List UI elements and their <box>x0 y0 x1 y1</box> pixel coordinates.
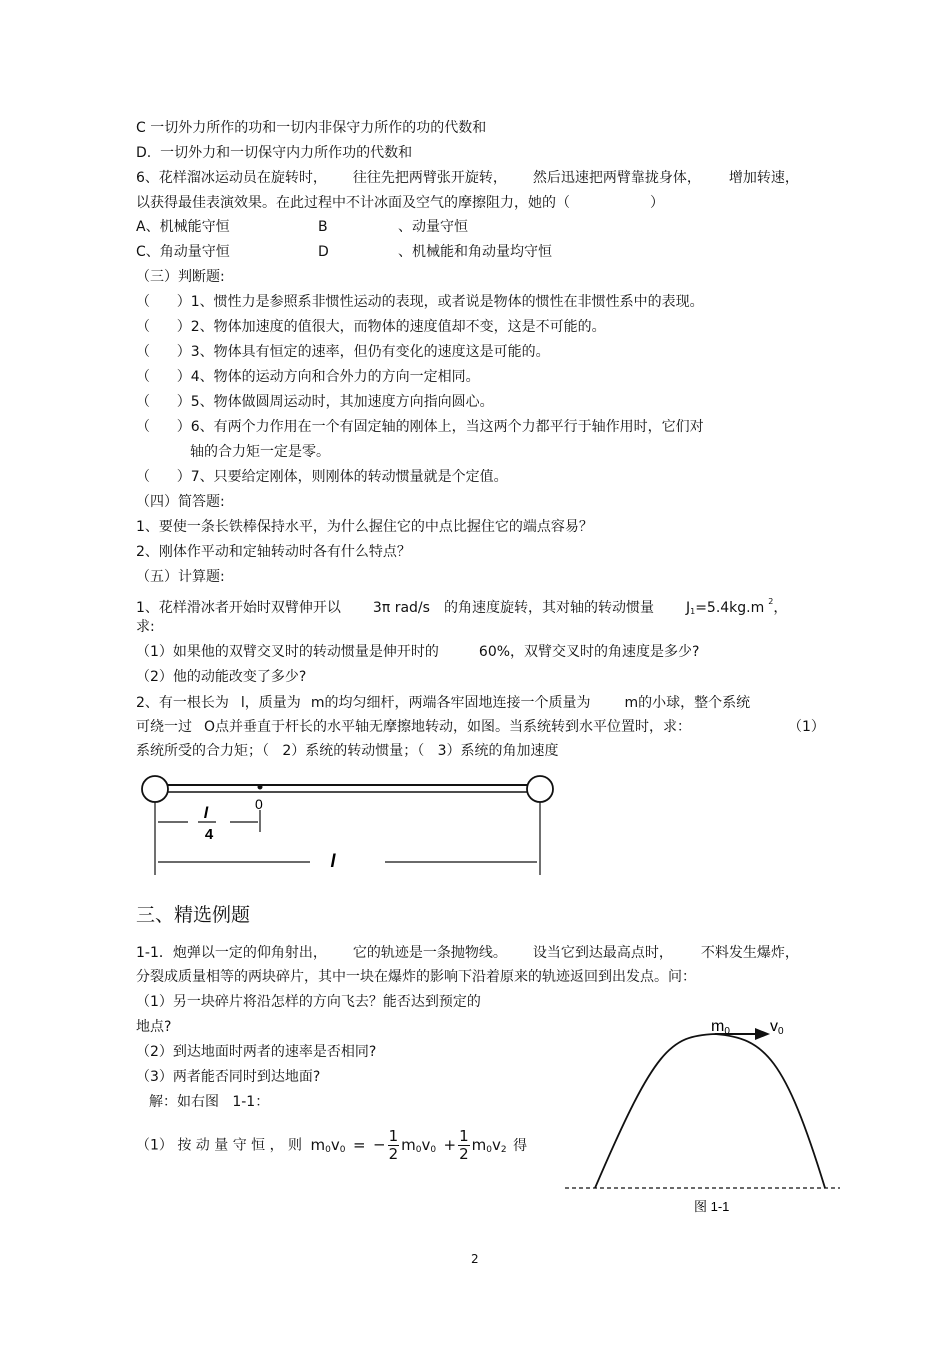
tf-heading: （三）判断题: <box>136 269 225 285</box>
right-ball <box>527 776 553 802</box>
example-line1: 1-1．炮弹以一定的仰角射出， 它的轨迹是一条抛物线。 设当它到达最高点时， 不料发生爆炸， <box>136 945 799 961</box>
calc-q2-line1: 2、有一根长为 l，质量为 m的均匀细杆，两端各牢固地连接一个质量为 m的小球，整个系统 <box>136 695 751 711</box>
sa-question-1: 1、要使一条长铁棒保持水平，为什么握住它的中点比握住它的端点容易？ <box>136 519 593 535</box>
calc-q1-line1: 1、花样滑冰者开始时双臂伸开以 3π rad/s 的角速度旋转，其对轴的转动惯量 J1=5.4kg.m $^2$， <box>136 597 788 616</box>
calc-q1-line2: 求: <box>136 619 155 635</box>
question-6-line1: 6、花样溜冰运动员在旋转时， 往往先把两臂张开旋转， 然后迅速把两臂靠拢身体， 增加转速， <box>136 170 799 186</box>
example-q1-cont: 地点? <box>136 1019 172 1035</box>
option-d: D. 一切外力和一切保守内力所作功的代数和 <box>136 145 413 161</box>
sa-heading: （四）简答题: <box>136 494 225 510</box>
option-6a: A、机械能守恒 <box>136 219 230 235</box>
example-q1: （1）另一块碎片将沿怎样的方向飞去？能否达到预定的 <box>136 994 481 1010</box>
page-number: 2 <box>471 1252 479 1266</box>
option-6b-letter: B <box>318 219 328 235</box>
velocity-label: v0 <box>770 1018 784 1037</box>
tf-item: （ ）5、物体做圆周运动时，其加速度方向指向圆心。 <box>136 394 494 410</box>
velocity-arrowhead <box>755 1028 770 1040</box>
rod-figure <box>130 770 570 880</box>
question-6-line2: 以获得最佳表演效果。在此过程中不计冰面及空气的摩擦阻力，她的（ ） <box>136 195 664 211</box>
quarter-numerator: l <box>203 805 209 822</box>
solution-intro: 解：如右图 1-1： <box>149 1094 270 1110</box>
mass-label: m0 <box>711 1018 730 1037</box>
calc-q2-line3: 系统所受的合力矩；（ 2）系统的转动惯量；（ 3）系统的角加速度 <box>136 743 559 759</box>
trajectory-curve <box>595 1034 825 1188</box>
tf-item: （ ）3、物体具有恒定的速率，但仍有变化的速度这是可能的。 <box>136 344 550 360</box>
momentum-equation: （1） 按 动 量 守 恒 ， 则 $m_0v_0$ = − $\frac{1}{2}$ $m_0v_0$ + $\frac{1}{2}$ $m_0v_2$ 得 <box>136 1127 528 1163</box>
calc-heading: （五）计算题: <box>136 569 225 585</box>
left-ball <box>142 776 168 802</box>
example-line2: 分裂成质量相等的两块碎片，其中一块在爆炸的影响下沿着原来的轨迹返回到出发点。问： <box>136 969 696 985</box>
calc-q2-line2-end: （1） <box>788 719 825 735</box>
option-6d-letter: D <box>318 244 329 260</box>
tf-item: （ ）1、惯性力是参照系非惯性运动的表现，或者说是物体的惯性在非惯性系中的表现。 <box>136 294 704 310</box>
option-6c: C、角动量守恒 <box>136 244 230 260</box>
tf-item: （ ）6、有两个力作用在一个有固定轴的刚体上，当这两个力都平行于轴作用时，它们对 <box>136 419 704 435</box>
quarter-denominator: 4 <box>204 826 214 843</box>
example-q2: （2）到达地面时两者的速率是否相同? <box>136 1044 377 1060</box>
sa-question-2: 2、刚体作平动和定轴转动时各有什么特点？ <box>136 544 411 560</box>
tf-item-cont: 轴的合力矩一定是零。 <box>190 444 330 460</box>
calc-q2-line2: 可绕一过 O点并垂直于杆长的水平轴无摩擦地转动，如图。当系统转到水平位置时，求： <box>136 719 692 735</box>
example-q3: （3）两者能否同时到达地面? <box>136 1069 321 1085</box>
option-6b: 、动量守恒 <box>398 219 468 235</box>
trajectory-figure <box>560 1018 850 1228</box>
tf-item: （ ）4、物体的运动方向和合外力的方向一定相同。 <box>136 369 480 385</box>
calc-q1-part2: （2）他的动能改变了多少? <box>136 669 307 685</box>
tf-item: （ ）7、只要给定刚体，则刚体的转动惯量就是个定值。 <box>136 469 508 485</box>
section-title: 三、精选例题 <box>136 904 251 926</box>
pivot-dot <box>258 785 263 790</box>
length-label: l <box>330 851 336 871</box>
tf-item: （ ）2、物体加速度的值很大，而物体的速度值却不变，这是不可能的。 <box>136 319 606 335</box>
figure-caption: 图 1-1 <box>694 1199 730 1214</box>
option-6d: 、机械能和角动量均守恒 <box>398 244 552 260</box>
calc-q1-part1: （1）如果他的双臂交叉时的转动惯量是伸开时的 60%，双臂交叉时的角速度是多少? <box>136 644 700 660</box>
pivot-label: 0 <box>255 796 263 812</box>
option-c: C 一切外力所作的功和一切内非保守力所作的功的代数和 <box>136 120 487 136</box>
